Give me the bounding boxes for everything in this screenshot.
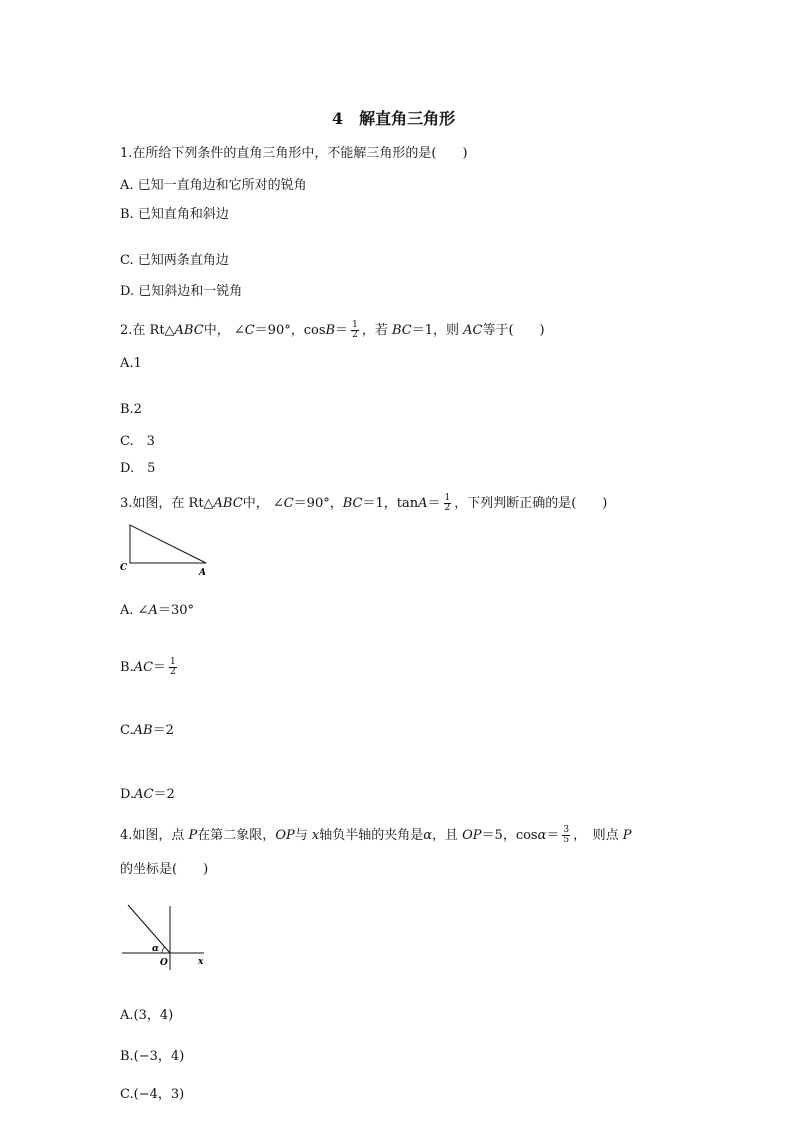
- fraction-numerator: 1: [444, 493, 451, 503]
- fraction-numerator: 1: [170, 657, 176, 667]
- q3-option-var: AC: [134, 787, 154, 802]
- fraction-numerator: 3: [563, 825, 570, 835]
- q4-option-c: C.(−4，3): [120, 1087, 185, 1102]
- q1-option-c: C. 已知两条直角边: [120, 253, 229, 268]
- fraction-denominator: 2: [352, 330, 358, 340]
- q4-var-p: P: [188, 828, 198, 843]
- q4-option-b: B.(−3，4): [120, 1049, 185, 1064]
- q3-triangle-figure: [115, 520, 215, 580]
- q3-option-text: ＝: [153, 660, 167, 675]
- q2-var-ac: AC: [463, 323, 483, 338]
- figure-label-a: A: [199, 568, 206, 578]
- q3-option-text: A. ∠: [120, 603, 149, 618]
- q2-text: ＝1，则: [411, 323, 464, 338]
- q1-option-b: B. 已知直角和斜边: [120, 207, 229, 222]
- q4-fraction: [562, 826, 570, 845]
- q3-text: ＝: [427, 496, 441, 511]
- q3-var-c: C: [283, 496, 294, 511]
- q2-text: ，若: [361, 323, 392, 338]
- q1-option-a: A. 已知一直角边和它所对的锐角: [120, 178, 307, 193]
- q2-var-b: B: [325, 323, 336, 338]
- fraction-denominator: 2: [444, 503, 451, 513]
- q2-fraction: [351, 321, 359, 340]
- q4-text: ， 则点: [573, 828, 623, 843]
- q3-option-text: C.: [120, 723, 134, 738]
- q2-var-bc: BC: [391, 323, 412, 338]
- q4-text: ＝: [546, 828, 560, 843]
- q4-text: 在第二象限，: [197, 828, 276, 843]
- q4-text: ，且: [432, 828, 463, 843]
- fraction-denominator: 5: [563, 835, 570, 845]
- angle-arc: [162, 947, 165, 953]
- q3-text: 3.如图，在 Rt△: [120, 496, 214, 511]
- q2-text: ＝: [335, 323, 349, 338]
- q3-option-d: [120, 787, 175, 803]
- q3-option-text: ＝30°: [157, 603, 194, 618]
- q3-text: ，下列判断正确的是( ): [454, 496, 608, 511]
- q2-text: ＝90°，cos: [254, 323, 326, 338]
- q3-option-var: A: [148, 603, 158, 618]
- figure-label-x: x: [198, 957, 204, 967]
- q4-var-alpha: α: [423, 828, 432, 843]
- q3-stem: [120, 494, 607, 513]
- q3-text: ＝90°，: [293, 496, 343, 511]
- q4-var-p: P: [622, 828, 632, 843]
- q3-option-a: [120, 603, 194, 619]
- q3-option-text: B.: [120, 660, 134, 675]
- q4-stem-line2: 的坐标是( ): [120, 862, 209, 877]
- q4-var-alpha: α: [537, 828, 547, 843]
- q2-stem: [120, 321, 545, 340]
- q4-var-op: OP: [275, 828, 295, 843]
- q4-var-op: OP: [462, 828, 482, 843]
- q4-var-x: x: [311, 828, 320, 843]
- q4-text: 4.如图，点: [120, 828, 189, 843]
- q2-text: 2.在 Rt△: [120, 323, 175, 338]
- q3-option-text: D.: [120, 787, 135, 802]
- q2-text: 中， ∠: [203, 323, 245, 338]
- q2-var-abc: ABC: [174, 323, 204, 338]
- q3-option-c: [120, 723, 174, 739]
- fraction-numerator: 1: [352, 320, 358, 330]
- q2-option-d: D. 5: [120, 461, 156, 476]
- q3-option-b: [120, 658, 180, 677]
- ray-op: [128, 905, 170, 953]
- q1-option-d: D. 已知斜边和一锐角: [120, 284, 243, 299]
- q2-var-c: C: [244, 323, 255, 338]
- q4-option-a: A.(3，4): [120, 1008, 174, 1023]
- q2-text: 等于( ): [482, 323, 545, 338]
- q3-option-text: ＝2: [153, 787, 175, 802]
- q3-var-bc: BC: [342, 496, 363, 511]
- figure-label-c: C: [120, 563, 128, 573]
- right-triangle: [130, 525, 206, 563]
- q2-option-c: C. 3: [120, 434, 155, 449]
- q4-axes-figure: [118, 902, 218, 974]
- figure-label-alpha: α: [152, 944, 159, 954]
- q3-option-var: AB: [133, 723, 153, 738]
- q2-option-b: B.2: [120, 402, 142, 417]
- q3-option-fraction: [169, 658, 177, 677]
- q4-stem: [120, 826, 632, 845]
- q3-fraction: [444, 494, 452, 513]
- fraction-denominator: 2: [170, 667, 176, 677]
- q3-option-text: ＝2: [152, 723, 174, 738]
- q3-text: ＝1，tan: [362, 496, 419, 511]
- page-title: 4 解直角三角形: [332, 109, 456, 128]
- q3-var-abc: ABC: [213, 496, 243, 511]
- q2-option-a: A.1: [120, 356, 142, 371]
- q3-text: 中， ∠: [242, 496, 284, 511]
- q4-text: 轴负半轴的夹角是: [319, 828, 424, 843]
- figure-label-o: O: [160, 958, 168, 968]
- q4-text: ＝5，cos: [481, 828, 538, 843]
- q3-option-var: AC: [133, 660, 154, 675]
- q3-var-a: A: [418, 496, 428, 511]
- q1-stem: 1.在所给下列条件的直角三角形中，不能解三角形的是( ): [120, 146, 468, 161]
- q4-text: 与: [294, 828, 312, 843]
